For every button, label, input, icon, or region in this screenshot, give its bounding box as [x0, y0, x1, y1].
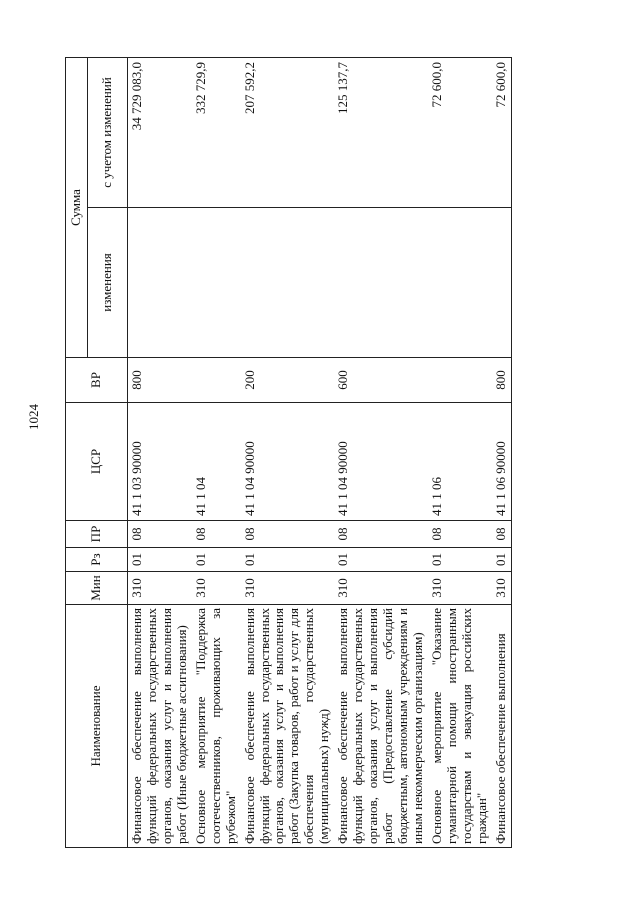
- row-name: Основное мероприятие "Поддержка соотечественников, проживающих за рубежом": [192, 605, 241, 848]
- row-change: [192, 208, 241, 358]
- row-total: 332 729,9: [192, 58, 241, 208]
- row-csr: 41 1 04: [192, 403, 241, 521]
- row-total: 72 600,0: [492, 58, 511, 208]
- page-number: 1024: [26, 404, 41, 430]
- row-min: 310: [492, 572, 511, 605]
- header-sum: Сумма: [66, 58, 88, 358]
- row-min: 310: [192, 572, 241, 605]
- row-total: 125 137,7: [334, 58, 428, 208]
- row-rz: 01: [192, 548, 241, 572]
- header-change: изменения: [88, 208, 128, 358]
- header-name: Наименование: [66, 605, 128, 848]
- row-total: 72 600,0: [428, 58, 492, 208]
- row-vr: [428, 358, 492, 403]
- row-change: [128, 208, 192, 358]
- row-pr: 08: [492, 521, 511, 548]
- budget-table-page: [65, 58, 585, 848]
- budget-table: [65, 57, 512, 848]
- row-vr: 800: [128, 358, 192, 403]
- row-csr: 41 1 06 90000: [492, 403, 511, 521]
- header-with-change: с учетом изменений: [88, 58, 128, 208]
- row-rz: 01: [334, 548, 428, 572]
- row-rz: 01: [128, 548, 192, 572]
- row-rz: 01: [428, 548, 492, 572]
- row-change: [492, 208, 511, 358]
- table-row: [492, 58, 511, 848]
- row-total: 207 592,2: [241, 58, 335, 208]
- row-csr: 41 1 06: [428, 403, 492, 521]
- row-vr: [192, 358, 241, 403]
- header-vr: ВР: [66, 358, 128, 403]
- row-name: Финансовое обеспечение выполнения функций федеральных государственных органов, оказания услуг и выполнения работ (Иные бюджетные ассигнования): [128, 605, 192, 848]
- header-min: Мин: [66, 572, 128, 605]
- row-change: [241, 208, 335, 358]
- row-pr: 08: [334, 521, 428, 548]
- row-pr: 08: [428, 521, 492, 548]
- table-row: [334, 58, 428, 848]
- row-pr: 08: [192, 521, 241, 548]
- row-csr: 41 1 04 90000: [241, 403, 335, 521]
- row-rz: 01: [241, 548, 335, 572]
- row-csr: 41 1 04 90000: [334, 403, 428, 521]
- row-min: 310: [128, 572, 192, 605]
- row-name: Финансовое обеспечение выполнения функций федеральных государственных органов, оказания услуг и выполнения работ (Закупка товаров, работ и услуг для обеспечения государственных (муниципальных) нужд): [241, 605, 335, 848]
- row-vr: 600: [334, 358, 428, 403]
- header-rz: Рз: [66, 548, 128, 572]
- table-row: [128, 58, 192, 848]
- table-row: [192, 58, 241, 848]
- row-min: 310: [334, 572, 428, 605]
- header-pr: ПР: [66, 521, 128, 548]
- table-row: [241, 58, 335, 848]
- row-change: [428, 208, 492, 358]
- row-min: 310: [428, 572, 492, 605]
- row-vr: 200: [241, 358, 335, 403]
- row-total: 34 729 083,0: [128, 58, 192, 208]
- row-vr: 800: [492, 358, 511, 403]
- row-csr: 41 1 03 90000: [128, 403, 192, 521]
- row-min: 310: [241, 572, 335, 605]
- header-csr: ЦСР: [66, 403, 128, 521]
- row-name: Финансовое обеспечение выполнения функций федеральных государственных органов, оказания услуг и выполнения работ (Предоставление субсидий бюджетным, автономным учреждениям и иным некоммерческим организациям): [334, 605, 428, 848]
- row-change: [334, 208, 428, 358]
- table-row: [428, 58, 492, 848]
- row-name: Финансовое обеспечение выполнения: [492, 605, 511, 848]
- row-rz: 01: [492, 548, 511, 572]
- row-pr: 08: [128, 521, 192, 548]
- row-pr: 08: [241, 521, 335, 548]
- row-name: Основное мероприятие "Оказание гуманитарной помощи иностранным государствам и эвакуация российских граждан": [428, 605, 492, 848]
